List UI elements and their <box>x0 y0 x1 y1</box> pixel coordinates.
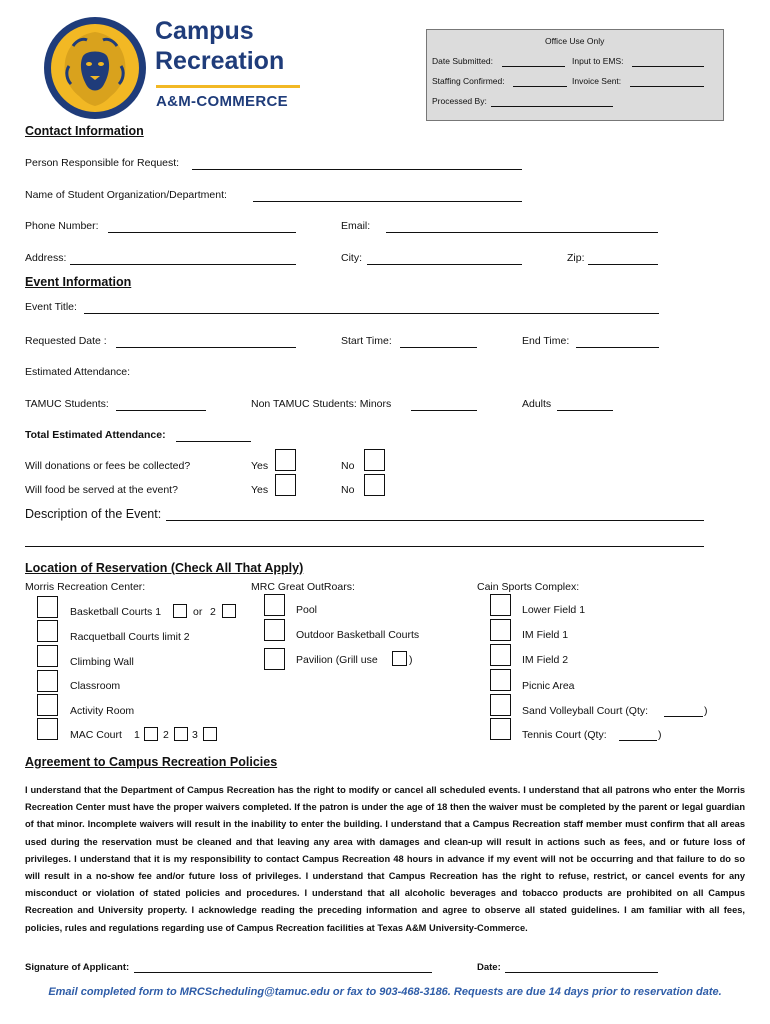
tennis-label: Tennis Court (Qty: <box>522 729 607 741</box>
description-label: Description of the Event: <box>25 507 162 521</box>
email-field[interactable] <box>386 232 658 233</box>
end-time-field[interactable] <box>576 347 659 348</box>
mac-2-label: 2 <box>163 729 169 741</box>
mac-label: MAC Court <box>70 729 122 741</box>
sand-volleyball-close: ) <box>704 705 708 717</box>
outdoor-basketball-label: Outdoor Basketball Courts <box>296 629 420 641</box>
event-title-field[interactable] <box>84 313 659 314</box>
office-staffing-field[interactable] <box>513 86 567 87</box>
pavilion-label: Pavilion (Grill use <box>296 654 378 666</box>
racquetball-checkbox[interactable] <box>37 620 58 642</box>
sand-volleyball-label: Sand Volleyball Court (Qty: <box>522 705 649 717</box>
im-field1-label: IM Field 1 <box>522 629 569 641</box>
pavilion-close: ) <box>409 654 413 666</box>
basketball-checkbox[interactable] <box>37 596 58 618</box>
picnic-checkbox[interactable] <box>490 669 511 691</box>
office-invoice-field[interactable] <box>630 86 704 87</box>
lion-logo <box>43 16 147 120</box>
pool-label: Pool <box>296 604 318 616</box>
office-input-ems-field[interactable] <box>632 66 704 67</box>
climbing-label: Climbing Wall <box>70 656 134 668</box>
agreement-heading: Agreement to Campus Recreation Policies <box>25 755 278 769</box>
grill-use-checkbox[interactable] <box>392 651 407 666</box>
classroom-label: Classroom <box>70 680 121 692</box>
sand-volleyball-qty-field[interactable] <box>664 716 703 717</box>
activity-label: Activity Room <box>70 705 135 717</box>
date-field[interactable] <box>505 972 658 973</box>
description-field-line1[interactable] <box>166 520 704 521</box>
im-field2-checkbox[interactable] <box>490 644 511 666</box>
tennis-qty-field[interactable] <box>619 740 657 741</box>
requested-date-field[interactable] <box>116 347 296 348</box>
tamuc-students-field[interactable] <box>116 410 206 411</box>
basketball-court2-checkbox[interactable] <box>222 604 236 618</box>
contact-heading: Contact Information <box>25 124 144 138</box>
sand-volleyball-checkbox[interactable] <box>490 694 511 716</box>
mac-1-label: 1 <box>134 729 140 741</box>
footer-note: Email completed form to MRCScheduling@tamuc.edu or fax to 903-468-3186. Requests are due 14 days prior to reservation date. <box>48 986 722 998</box>
end-time-label: End Time: <box>522 335 570 347</box>
mac-court2-checkbox[interactable] <box>174 727 188 741</box>
donations-no-checkbox[interactable] <box>364 449 385 471</box>
city-label: City: <box>341 252 362 264</box>
food-no-checkbox[interactable] <box>364 474 385 496</box>
zip-label: Zip: <box>567 252 585 264</box>
food-no-label: No <box>341 484 355 496</box>
tennis-checkbox[interactable] <box>490 718 511 740</box>
mac-court1-checkbox[interactable] <box>144 727 158 741</box>
event-heading: Event Information <box>25 275 132 289</box>
city-field[interactable] <box>367 264 522 265</box>
tennis-close: ) <box>658 729 662 741</box>
person-label: Person Responsible for Request: <box>25 157 180 169</box>
food-yes-label: Yes <box>251 484 269 496</box>
phone-field[interactable] <box>108 232 296 233</box>
donations-no-label: No <box>341 460 355 472</box>
location-heading: Location of Reservation (Check All That Apply) <box>25 561 304 575</box>
basketball-two-label: 2 <box>210 606 216 618</box>
org-field[interactable] <box>253 201 522 202</box>
description-field-line2[interactable] <box>25 546 704 547</box>
address-field[interactable] <box>70 264 296 265</box>
non-tamuc-minors-field[interactable] <box>411 410 477 411</box>
office-processed-label: Processed By: <box>432 96 487 106</box>
brand-line2: Recreation <box>155 47 285 75</box>
pavilion-checkbox[interactable] <box>264 648 285 670</box>
food-yes-checkbox[interactable] <box>275 474 296 496</box>
mac-checkbox[interactable] <box>37 718 58 740</box>
basketball-or-label: or <box>193 606 203 618</box>
donations-question: Will donations or fees be collected? <box>25 460 191 472</box>
office-use-box <box>426 29 724 121</box>
brand-sub: A&M-COMMERCE <box>156 93 288 110</box>
agreement-text: I understand that the Department of Campus Recreation has the right to modify or cancel all scheduled events. I understand that all patrons who enter the Morris Recreation Center must have the proper waivers completed. If the patron is under the age of 18 then the waiver must be completed by the parent or legal guardian of that minor. Incomplete waivers will result in the inability to enter the building. I understand that a Campus Recreation staff member must confirm that all areas used during the reservation must be cleaned and that leaving any area with damages and clean-up will result in actions such as fees, and or future loss of privileges. I understand that it is my responsibility to contact Campus Recreation 48 hours in advance if my event will not be occurring and that failure to do so will result in a no-show fee and/or future loss of privileges. I understand that Campus Recreation has the right to refuse, restrict, or cancel events for any misconduct or violation of stated policies and procedures. I understand that all alcoholic beverages and tobacco products are prohibited on all Campus Recreation and University property. I acknowledge reading the preceding information and agree to observe all stated guidelines. I am familiar with all fees, policies, rules and regulations regarding use of Campus Recreation facilities at Texas A&M University-Commerce. <box>25 785 745 933</box>
tamuc-students-label: TAMUC Students: <box>25 398 109 410</box>
basketball-label: Basketball Courts 1 <box>70 606 162 618</box>
non-tamuc-label: Non TAMUC Students: Minors <box>251 398 392 410</box>
mac-3-label: 3 <box>192 729 198 741</box>
estimated-attendance-label: Estimated Attendance: <box>25 366 131 378</box>
event-title-label: Event Title: <box>25 301 77 313</box>
signature-label: Signature of Applicant: <box>25 962 130 973</box>
person-field[interactable] <box>192 169 522 170</box>
office-date-submitted-field[interactable] <box>502 66 565 67</box>
office-invoice-label: Invoice Sent: <box>572 76 622 86</box>
start-time-label: Start Time: <box>341 335 392 347</box>
phone-label: Phone Number: <box>25 220 99 232</box>
picnic-label: Picnic Area <box>522 680 575 692</box>
cain-heading: Cain Sports Complex: <box>477 581 580 593</box>
racquetball-label: Racquetball Courts limit 2 <box>70 631 190 643</box>
im-field1-checkbox[interactable] <box>490 619 511 641</box>
total-attendance-label: Total Estimated Attendance: <box>25 429 166 441</box>
start-time-field[interactable] <box>400 347 477 348</box>
office-title: Office Use Only <box>545 36 605 46</box>
office-staffing-label: Staffing Confirmed: <box>432 76 505 86</box>
outdoor-basketball-checkbox[interactable] <box>264 619 285 641</box>
adults-label: Adults <box>522 398 552 410</box>
pool-checkbox[interactable] <box>264 594 285 616</box>
lower-field-checkbox[interactable] <box>490 594 511 616</box>
total-attendance-field[interactable] <box>176 441 251 442</box>
requested-date-label: Requested Date : <box>25 335 107 347</box>
donations-yes-checkbox[interactable] <box>275 449 296 471</box>
classroom-checkbox[interactable] <box>37 670 58 692</box>
climbing-checkbox[interactable] <box>37 645 58 667</box>
office-processed-field[interactable] <box>491 106 613 107</box>
mac-court3-checkbox[interactable] <box>203 727 217 741</box>
zip-field[interactable] <box>588 264 658 265</box>
lower-field-label: Lower Field 1 <box>522 604 586 616</box>
adults-field[interactable] <box>557 410 613 411</box>
address-label: Address: <box>25 252 67 264</box>
mrc-heading: MRC Great OutRoars: <box>251 581 355 593</box>
morris-heading: Morris Recreation Center: <box>25 581 146 593</box>
brand-line1: Campus <box>155 17 254 45</box>
food-question: Will food be served at the event? <box>25 484 178 496</box>
brand-divider <box>156 85 300 88</box>
signature-field[interactable] <box>134 972 432 973</box>
office-date-submitted-label: Date Submitted: <box>432 56 493 66</box>
basketball-court1-checkbox[interactable] <box>173 604 187 618</box>
im-field2-label: IM Field 2 <box>522 654 569 666</box>
donations-yes-label: Yes <box>251 460 269 472</box>
org-label: Name of Student Organization/Department: <box>25 189 227 201</box>
email-label: Email: <box>341 220 371 232</box>
activity-checkbox[interactable] <box>37 694 58 716</box>
date-label: Date: <box>477 962 501 973</box>
office-input-ems-label: Input to EMS: <box>572 56 624 66</box>
